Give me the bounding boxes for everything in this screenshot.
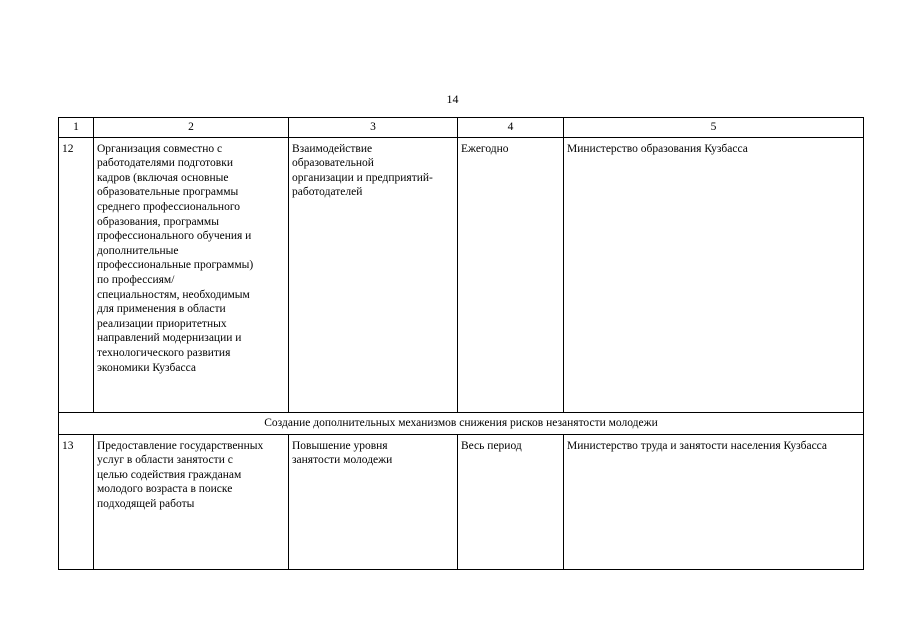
result-cell: Взаимодействие образовательной организации и предприятий- работодателей — [289, 137, 458, 412]
row-number-cell: 13 — [59, 434, 94, 569]
section-heading-row — [59, 412, 864, 434]
period-cell: Ежегодно — [458, 137, 564, 412]
section-heading: Создание дополнительных механизмов снижения рисков незанятости молодежи — [59, 412, 864, 434]
header-cell-1: 1 — [59, 118, 94, 138]
header-cell-5: 5 — [564, 118, 864, 138]
result-cell: Повышение уровня занятости молодежи — [289, 434, 458, 569]
header-cell-3: 3 — [289, 118, 458, 138]
table-row — [59, 137, 864, 412]
row-number-cell: 12 — [59, 137, 94, 412]
event-cell: Организация совместно с работодателями подготовки кадров (включая основные образовательные программы среднего профессионального образования, программы профессионального обучения и дополнительные профессиональные программы) по профессиям/ специальностям, необходимым для применения в области реализации приоритетных направлений модернизации и технологического развития экономики Кузбасса — [94, 137, 289, 412]
header-cell-4: 4 — [458, 118, 564, 138]
executor-cell: Министерство труда и занятости населения Кузбасса — [564, 434, 864, 569]
plan-table — [58, 117, 864, 570]
page-number: 14 — [446, 92, 459, 106]
header-cell-2: 2 — [94, 118, 289, 138]
table-row — [59, 434, 864, 569]
event-cell: Предоставление государственных услуг в области занятости с целью содействия гражданам молодого возраста в поиске подходящей работы — [94, 434, 289, 569]
table-header-row — [59, 118, 864, 138]
executor-cell: Министерство образования Кузбасса — [564, 137, 864, 412]
period-cell: Весь период — [458, 434, 564, 569]
